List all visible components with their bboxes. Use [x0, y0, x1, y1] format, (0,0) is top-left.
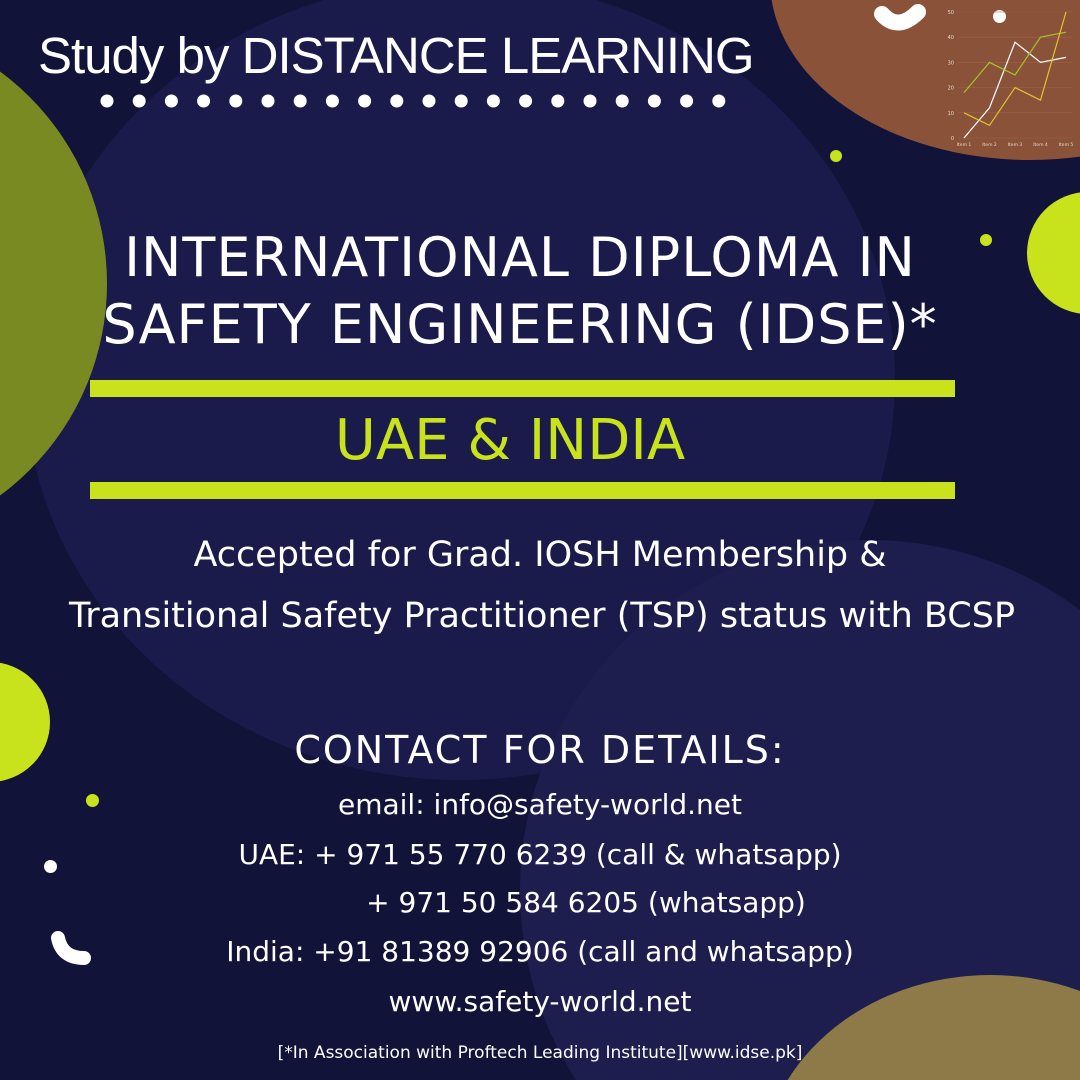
chart-y-tick-label: 30 [947, 60, 954, 67]
divider-dot [294, 95, 307, 108]
divider-dot [551, 95, 564, 108]
divider-dot [358, 95, 371, 108]
divider-dot [197, 95, 210, 108]
chart-series-line [964, 12, 1066, 125]
contact-india-phone: India: +91 81389 92906 (call and whatsapp) [226, 935, 854, 968]
divider-dot [423, 95, 436, 108]
accent-bar-bottom [90, 482, 955, 499]
divider-dot [712, 95, 725, 108]
contact-website: www.safety-world.net [388, 985, 692, 1018]
chart-x-tick-label: Item 5 [1058, 143, 1074, 148]
dotted-divider [100, 92, 730, 112]
divider-dot [680, 95, 693, 108]
footnote: [*In Association with Proftech Leading Institute][www.idse.pk] [277, 1043, 803, 1063]
divider-dot [101, 95, 114, 108]
contact-email: email: info@safety-world.net [337, 788, 742, 821]
divider-dot [584, 95, 597, 108]
lime-dot [830, 150, 842, 162]
headline: Study by DISTANCE LEARNING [38, 27, 754, 84]
decorative-line-chart [940, 6, 1078, 150]
divider-dot [262, 95, 275, 108]
contact-uae-phone-1: UAE: + 971 55 770 6239 (call & whatsapp) [238, 838, 842, 871]
accreditation-line-2: Transitional Safety Practitioner (TSP) status with BCSP [68, 596, 1016, 636]
divider-dot [390, 95, 403, 108]
accreditation-line-1: Accepted for Grad. IOSH Membership & [193, 535, 887, 575]
divider-dot [519, 95, 532, 108]
program-title-line-2: SAFETY ENGINEERING (IDSE)* [102, 293, 938, 356]
divider-dot [133, 95, 146, 108]
divider-dot [165, 95, 178, 108]
chart-series-line [964, 42, 1066, 138]
chart-y-tick-label: 50 [947, 10, 954, 16]
white-hook-shape [872, 0, 932, 36]
divider-dot [326, 95, 339, 108]
chart-x-tick-label: Item 4 [1033, 143, 1048, 148]
accent-bar-top [90, 380, 955, 397]
region-label: UAE & INDIA [334, 408, 686, 473]
divider-dot [229, 95, 242, 108]
contact-heading: CONTACT FOR DETAILS: [294, 728, 786, 772]
chart-y-tick-label: 10 [947, 110, 954, 117]
chart-y-tick-label: 20 [947, 85, 954, 92]
chart-y-tick-label: 40 [947, 35, 954, 42]
chart-x-tick-label: Item 1 [956, 143, 972, 148]
chart-x-tick-label: Item 2 [982, 143, 997, 148]
divider-dot [616, 95, 629, 108]
program-title-line-1: INTERNATIONAL DIPLOMA IN [124, 226, 916, 289]
divider-dot [487, 95, 500, 108]
divider-dot [455, 95, 468, 108]
chart-x-tick-label: Item 3 [1007, 143, 1023, 148]
chart-y-tick-label: 0 [950, 136, 954, 142]
contact-uae-phone-2: + 971 50 584 6205 (whatsapp) [366, 886, 806, 919]
divider-dot [648, 95, 661, 108]
